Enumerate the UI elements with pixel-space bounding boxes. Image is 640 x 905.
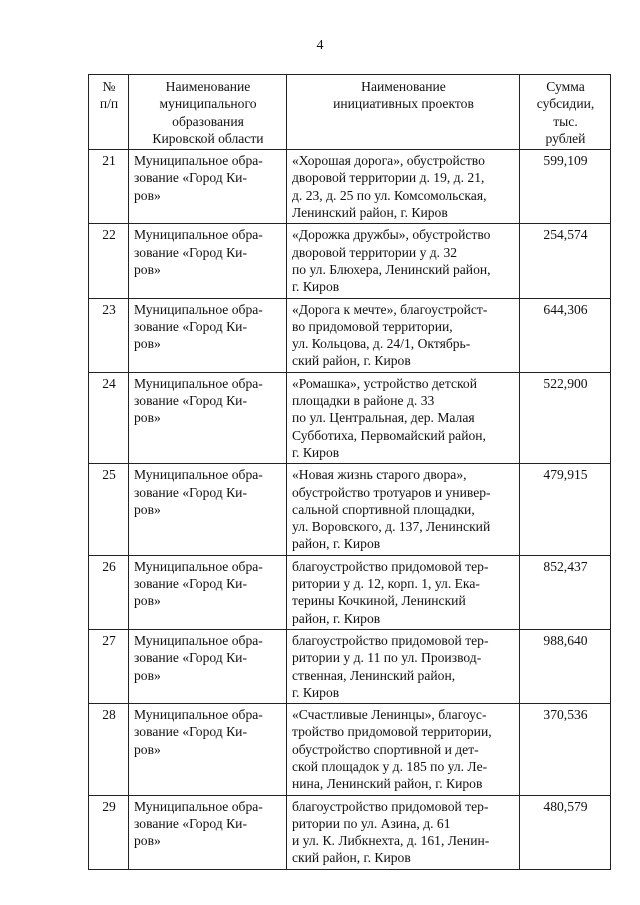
subsidy-amount: 480,579 (520, 795, 611, 869)
project-line: и ул. К. Либкнехта, д. 161, Ленин- (292, 833, 490, 849)
row-number: 26 (89, 555, 129, 629)
municipality-line: зование «Город Ки- (134, 815, 247, 831)
subsidy-amount: 852,437 (520, 555, 611, 629)
project-line: г. Киров (292, 444, 340, 460)
project-line: г. Киров (292, 279, 340, 295)
table-row (89, 555, 611, 629)
municipality-line: зование «Город Ки- (134, 650, 247, 666)
municipality-line: зование «Город Ки- (134, 724, 247, 740)
subsidy-amount: 370,536 (520, 704, 611, 795)
table-row (89, 372, 611, 463)
subsidy-amount: 522,900 (520, 372, 611, 463)
table-row (89, 298, 611, 372)
header-line: Кировской области (152, 130, 264, 146)
row-number: 25 (89, 464, 129, 555)
municipality-line: Муниципальное обра- (134, 375, 263, 391)
table-row (89, 704, 611, 795)
subsidy-amount: 479,915 (520, 464, 611, 555)
municipality-line: Муниципальное обра- (134, 153, 263, 169)
subsidy-amount: 644,306 (520, 298, 611, 372)
municipality-line: ров» (134, 261, 161, 277)
municipality-line: Муниципальное обра- (134, 632, 263, 648)
project-line: Субботиха, Первомайский район, (292, 427, 486, 443)
municipality-line: ров» (134, 667, 161, 683)
table-row (89, 150, 611, 224)
municipality-cell (129, 555, 287, 629)
project-line: ул. Кольцова, д. 24/1, Октябрь- (292, 336, 471, 352)
project-line: район, г. Киров (292, 610, 381, 626)
project-line: ской площадок у д. 185 по ул. Ле- (292, 758, 488, 774)
project-line: нина, Ленинский район, г. Киров (292, 776, 483, 792)
header-line: Сумма (546, 79, 585, 94)
project-line: во придомовой территории, (292, 318, 453, 334)
project-line: Ленинский район, г. Киров (292, 205, 448, 221)
project-line: ский район, г. Киров (292, 353, 411, 369)
municipality-line: ров» (134, 593, 161, 609)
row-number: 21 (89, 150, 129, 224)
project-line: «Счастливые Ленинцы», благоус- (292, 707, 487, 723)
header-line: образования (172, 113, 244, 129)
municipality-line: ров» (134, 833, 161, 849)
municipality-line: зование «Город Ки- (134, 576, 247, 592)
municipality-cell (129, 464, 287, 555)
header-line: тыс. (553, 113, 578, 129)
project-line: обустройство спортивной и дет- (292, 741, 479, 757)
project-line: благоустройство придомовой тер- (292, 632, 489, 648)
municipality-line: Муниципальное обра- (134, 467, 263, 483)
table-header-row (89, 75, 611, 150)
header-number (89, 75, 129, 150)
municipality-line: зование «Город Ки- (134, 318, 247, 334)
project-line: «Хорошая дорога», обустройство (292, 153, 485, 169)
row-number: 24 (89, 372, 129, 463)
project-line: район, г. Киров (292, 536, 381, 552)
row-number: 29 (89, 795, 129, 869)
page-number: 4 (316, 38, 324, 53)
project-line: «Дорожка дружбы», обустройство (292, 227, 491, 243)
project-line: площадки в районе д. 33 (292, 393, 435, 409)
project-cell (287, 464, 520, 555)
project-cell (287, 629, 520, 703)
project-line: г. Киров (292, 684, 340, 700)
project-line: по ул. Центральная, дер. Малая (292, 410, 475, 426)
municipality-line: зование «Город Ки- (134, 244, 247, 260)
municipality-line: Муниципальное обра- (134, 227, 263, 243)
project-line: терины Кочкиной, Ленинский (292, 593, 466, 609)
table-row (89, 629, 611, 703)
header-line: рублей (545, 130, 586, 146)
header-line: № (102, 79, 116, 94)
project-cell (287, 224, 520, 298)
subsidy-table (88, 74, 611, 870)
project-cell (287, 704, 520, 795)
subsidy-amount: 599,109 (520, 150, 611, 224)
header-line: муниципального (159, 96, 257, 112)
project-line: дворовой территории д. 19, д. 21, (292, 170, 485, 186)
table-row (89, 224, 611, 298)
row-number: 27 (89, 629, 129, 703)
header-line: Наименование (361, 79, 446, 94)
header-line: инициативных проектов (333, 96, 474, 112)
subsidy-amount: 254,574 (520, 224, 611, 298)
municipality-line: Муниципальное обра- (134, 558, 263, 574)
municipality-cell (129, 372, 287, 463)
municipality-line: зование «Город Ки- (134, 393, 247, 409)
municipality-line: зование «Город Ки- (134, 484, 247, 500)
project-cell (287, 795, 520, 869)
municipality-line: Муниципальное обра- (134, 707, 263, 723)
table-body (89, 150, 611, 870)
project-line: благоустройство придомовой тер- (292, 558, 489, 574)
table-row (89, 464, 611, 555)
project-line: благоустройство придомовой тер- (292, 798, 489, 814)
row-number: 22 (89, 224, 129, 298)
project-cell (287, 298, 520, 372)
municipality-line: ров» (134, 501, 161, 517)
project-line: тройство придомовой территории, (292, 724, 492, 740)
municipality-cell (129, 298, 287, 372)
project-line: ритории у д. 12, корп. 1, ул. Ека- (292, 576, 480, 592)
project-line: ритории по ул. Азина, д. 61 (292, 815, 451, 831)
municipality-line: ров» (134, 187, 161, 203)
project-line: ритории у д. 11 по ул. Производ- (292, 650, 482, 666)
municipality-line: ров» (134, 741, 161, 757)
project-line: ул. Воровского, д. 137, Ленинский (292, 519, 491, 535)
municipality-cell (129, 224, 287, 298)
project-line: «Дорога к мечте», благоустройст- (292, 301, 488, 317)
municipality-line: ров» (134, 410, 161, 426)
municipality-cell (129, 150, 287, 224)
municipality-line: зование «Город Ки- (134, 170, 247, 186)
project-cell (287, 555, 520, 629)
project-line: обустройство тротуаров и универ- (292, 484, 491, 500)
row-number: 28 (89, 704, 129, 795)
header-line: Наименование (165, 79, 251, 94)
header-municipality (129, 75, 287, 150)
municipality-line: ров» (134, 336, 161, 352)
project-cell (287, 372, 520, 463)
project-line: д. 23, д. 25 по ул. Комсомольская, (292, 187, 487, 203)
header-line: п/п (99, 96, 119, 112)
municipality-cell (129, 795, 287, 869)
header-sum (520, 75, 611, 150)
row-number: 23 (89, 298, 129, 372)
project-line: «Ромашка», устройство детской (292, 375, 477, 391)
table-row (89, 795, 611, 869)
project-line: ский район, г. Киров (292, 850, 411, 866)
municipality-line: Муниципальное обра- (134, 798, 263, 814)
project-line: по ул. Блюхера, Ленинский район, (292, 261, 491, 277)
project-line: сальной спортивной площадки, (292, 501, 475, 517)
municipality-cell (129, 704, 287, 795)
project-line: ственная, Ленинский район, (292, 667, 456, 683)
project-cell (287, 150, 520, 224)
header-line: субсидии, (536, 96, 595, 112)
subsidy-amount: 988,640 (520, 629, 611, 703)
project-line: «Новая жизнь старого двора», (292, 467, 467, 483)
municipality-cell (129, 629, 287, 703)
header-project (287, 75, 520, 150)
municipality-line: Муниципальное обра- (134, 301, 263, 317)
project-line: дворовой территории у д. 32 (292, 244, 458, 260)
